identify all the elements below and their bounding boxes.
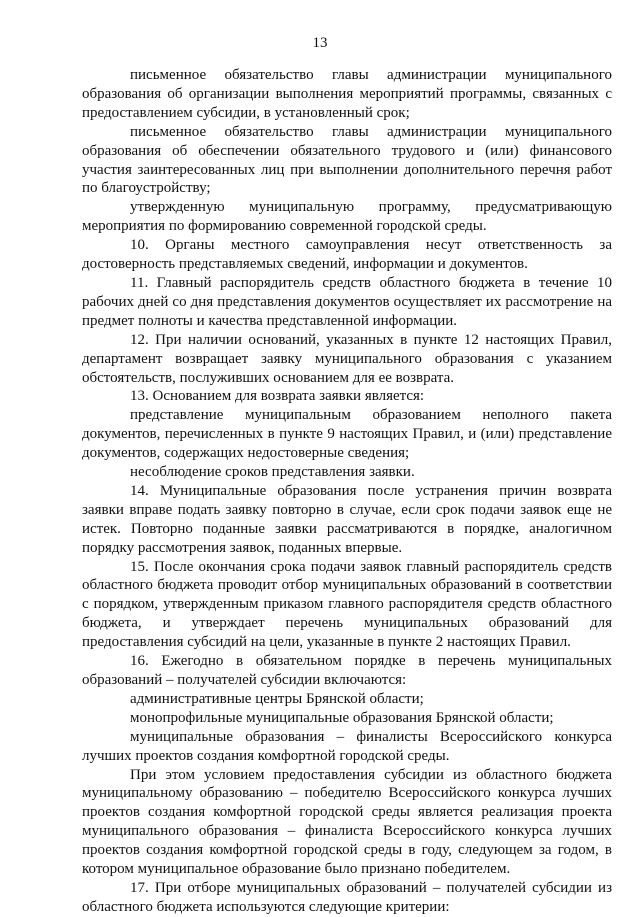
page-number: 13 — [312, 35, 328, 51]
paragraph-item-17: 17. При отборе муниципальных образований – получателей субсидии из областного бюджета используются следующие критерии: — [82, 879, 612, 915]
paragraph-monoprofile: монопрофильные муниципальные образования Брянской области; — [130, 709, 554, 726]
paragraph-item-15: 15. После окончания срока подачи заявок главный распорядитель средств областного бюджета проводит отбор муниципальных образований в соответствии с порядком, утвержденным приказом главного распорядителя средств областного бюджета, и утверждает перечень муниципальных образований для предоставления субсидий на цели, указанные в пункте 2 настоящих Правил. — [82, 558, 612, 651]
paragraph-municipal-program: утвержденную муниципальную программу, предусматривающую мероприятия по формированию современной городской среды. — [82, 199, 612, 235]
paragraph-deadline-violation: несоблюдение сроков представления заявки. — [130, 464, 415, 481]
paragraph-item-11: 11. Главный распорядитель средств областного бюджета в течение 10 рабочих дней со дня представления документов осуществляет их рассмотрение на предмет полноты и качества представленной информации. — [82, 274, 612, 329]
paragraph-item-10: 10. Органы местного самоуправления несут ответственность за достоверность представляемых сведений, информации и документов. — [82, 237, 612, 273]
paragraph-item-12: 12. При наличии оснований, указанных в пункте 12 настоящих Правил, департамент возвращает заявку муниципального образования с указанием обстоятельств, послуживших основанием для ее возврата. — [82, 331, 612, 386]
paragraph-condition: При этом условием предоставления субсидии из областного бюджета муниципальному образованию – победителю Всероссийского конкурса лучших проектов создания комфортной городской среды является реализация проекта муниципального образования – финалиста Всероссийского конкурса лучших проектов создания комфортной городской среды в году, следующем за годом, в котором муниципальное образование было признано победителем. — [82, 766, 612, 878]
paragraph-item-13: 13. Основанием для возврата заявки является: — [130, 388, 425, 405]
document-body — [82, 66, 612, 917]
paragraph-admin-centers: административные центры Брянской области; — [130, 690, 424, 707]
paragraph-finalists: муниципальные образования – финалисты Всероссийского конкурса лучших проектов создания комфортной городской среды. — [82, 728, 612, 764]
paragraph-item-14: 14. Муниципальные образования после устранения причин возврата заявки вправе подать заявку повторно в случае, если срок подачи заявок еще не истек. Повторно поданные заявки рассматриваются в порядке, аналогичном порядку рассмотрения заявок, поданных впервые. — [82, 482, 612, 556]
paragraph-obligation-participation: письменное обязательство главы администрации муниципального образования об обеспечении обязательного трудового и (или) финансового участия заинтересованных лиц при выполнении дополнительного перечня работ по благоустройству; — [82, 123, 612, 197]
paragraph-incomplete-package: представление муниципальным образованием неполного пакета документов, перечисленных в пункте 9 настоящих Правил, и (или) представление документов, содержащих недостоверные сведения; — [82, 407, 612, 462]
paragraph-obligation-organization: письменное обязательство главы администрации муниципального образования об организации выполнения мероприятий программы, связанных с предоставлением субсидии, в установленный срок; — [82, 67, 612, 121]
paragraph-item-16: 16. Ежегодно в обязательном порядке в перечень муниципальных образований – получателей субсидии включаются: — [82, 653, 612, 688]
